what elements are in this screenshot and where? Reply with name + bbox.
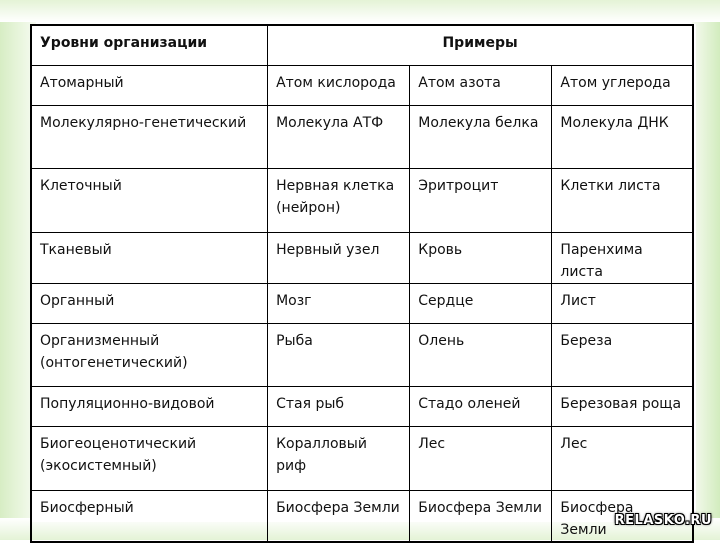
example-cell: Береза — [552, 323, 693, 386]
header-examples: Примеры — [268, 25, 693, 65]
table-row — [31, 386, 693, 426]
watermark-logo: RELASKO.RU — [614, 513, 712, 528]
table-row — [31, 168, 693, 232]
level-cell: Организменный (онтогенетический) — [31, 323, 268, 386]
example-cell: Молекула АТФ — [268, 105, 410, 168]
example-cell: Атом азота — [410, 65, 552, 105]
level-cell: Молекулярно-генетический — [31, 105, 268, 168]
table-row — [31, 426, 693, 490]
example-cell: Лист — [552, 283, 693, 323]
example-cell: Паренхима листа — [552, 232, 693, 283]
example-cell: Стая рыб — [268, 386, 410, 426]
example-cell: Лес — [410, 426, 552, 490]
level-cell: Тканевый — [31, 232, 268, 283]
table-row — [31, 232, 693, 283]
slide — [30, 24, 696, 538]
table-header-row — [31, 25, 693, 65]
example-cell: Кровь — [410, 232, 552, 283]
level-cell: Биосферный — [31, 490, 268, 542]
level-cell: Атомарный — [31, 65, 268, 105]
level-cell: Клеточный — [31, 168, 268, 232]
example-cell: Мозг — [268, 283, 410, 323]
example-cell: Молекула белка — [410, 105, 552, 168]
table-row — [31, 105, 693, 168]
background-top-gradient — [0, 0, 720, 22]
organization-levels-table — [30, 24, 694, 543]
example-cell: Лес — [552, 426, 693, 490]
level-cell: Биогеоценотический (экосистемный) — [31, 426, 268, 490]
example-cell: Нервная клетка (нейрон) — [268, 168, 410, 232]
example-cell: Клетки листа — [552, 168, 693, 232]
example-cell: Березовая роща — [552, 386, 693, 426]
table-row — [31, 283, 693, 323]
example-cell: Стадо оленей — [410, 386, 552, 426]
example-cell: Сердце — [410, 283, 552, 323]
table-row — [31, 323, 693, 386]
example-cell: Атом углерода — [552, 65, 693, 105]
background-right-gradient — [692, 0, 720, 540]
example-cell: Олень — [410, 323, 552, 386]
example-cell: Эритроцит — [410, 168, 552, 232]
example-cell: Атом кислорода — [268, 65, 410, 105]
example-cell: Рыба — [268, 323, 410, 386]
example-cell: Биосфера Земли — [268, 490, 410, 542]
table-row — [31, 65, 693, 105]
header-levels: Уровни организации — [31, 25, 268, 65]
level-cell: Органный — [31, 283, 268, 323]
example-cell: Нервный узел — [268, 232, 410, 283]
example-cell: Молекула ДНК — [552, 105, 693, 168]
level-cell: Популяционно-видовой — [31, 386, 268, 426]
table-row — [31, 490, 693, 542]
example-cell: Коралловый риф — [268, 426, 410, 490]
example-cell: Биосфера Земли — [410, 490, 552, 542]
example-cell: Биосфера Земли — [552, 490, 693, 542]
